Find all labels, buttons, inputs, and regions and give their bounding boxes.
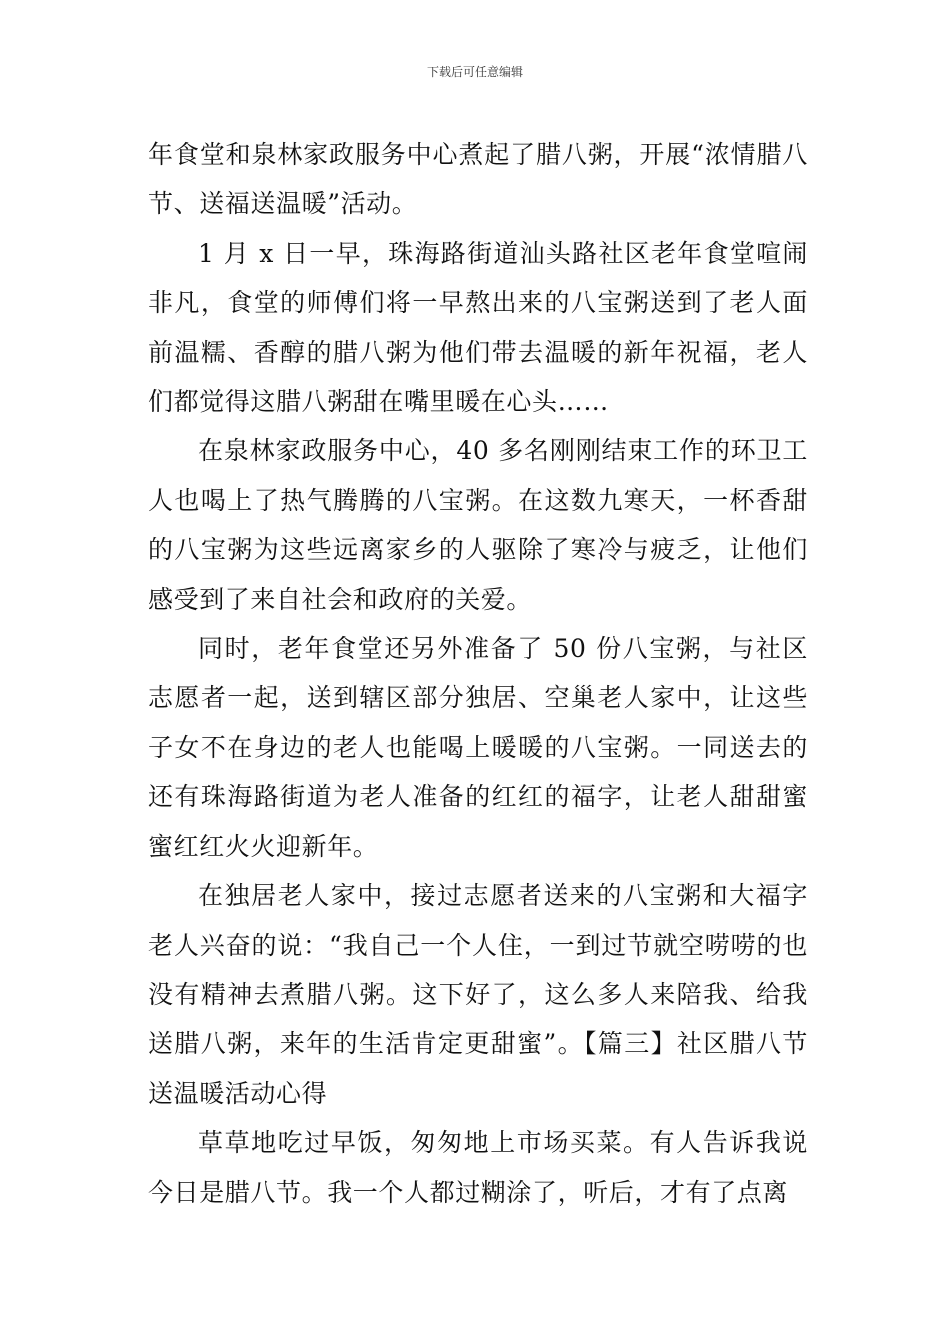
document-body (148, 130, 808, 1217)
paragraph: 在泉林家政服务中心，40 多名刚刚结束工作的环卫工人也喝上了热气腾腾的八宝粥。在这数九寒天，一杯香甜的八宝粥为这些远离家乡的人驱除了寒冷与疲乏，让他们感受到了来自社会和政府的关爱。 (148, 436, 808, 614)
page-header: 下载后可任意编辑 (426, 65, 523, 79)
paragraph: 草草地吃过早饭，匆匆地上市场买菜。有人告诉我说今日是腊八节。我一个人都过糊涂了，听后，才有了点离 (148, 1128, 808, 1207)
paragraph-continued: 年食堂和泉林家政服务中心煮起了腊八粥，开展“浓情腊八节、送福送温暖”活动。 (148, 140, 808, 219)
paragraph: 1 月 x 日一早，珠海路街道汕头路社区老年食堂喧闹非凡，食堂的师傅们将一早熬出来的八宝粥送到了老人面前温糯、香醇的腊八粥为他们带去温暖的新年祝福，老人们都觉得这腊八粥甜在嘴里暖在心头…… (148, 238, 808, 417)
paragraph: 同时，老年食堂还另外准备了 50 份八宝粥，与社区志愿者一起，送到辖区部分独居、空巢老人家中，让这些子女不在身边的老人也能喝上暖暖的八宝粥。一同送去的还有珠海路街道为老人准备的红红的福字，让老人甜甜蜜蜜红红火火迎新年。 (148, 634, 808, 861)
paragraph: 在独居老人家中，接过志愿者送来的八宝粥和大福字老人兴奋的说：“我自己一个人住，一到过节就空唠唠的也没有精神去煮腊八粥。这下好了，这么多人来陪我、给我送腊八粥，来年的生活肯定更甜蜜”。【篇三】社区腊八节送温暖活动心得 (148, 881, 808, 1108)
